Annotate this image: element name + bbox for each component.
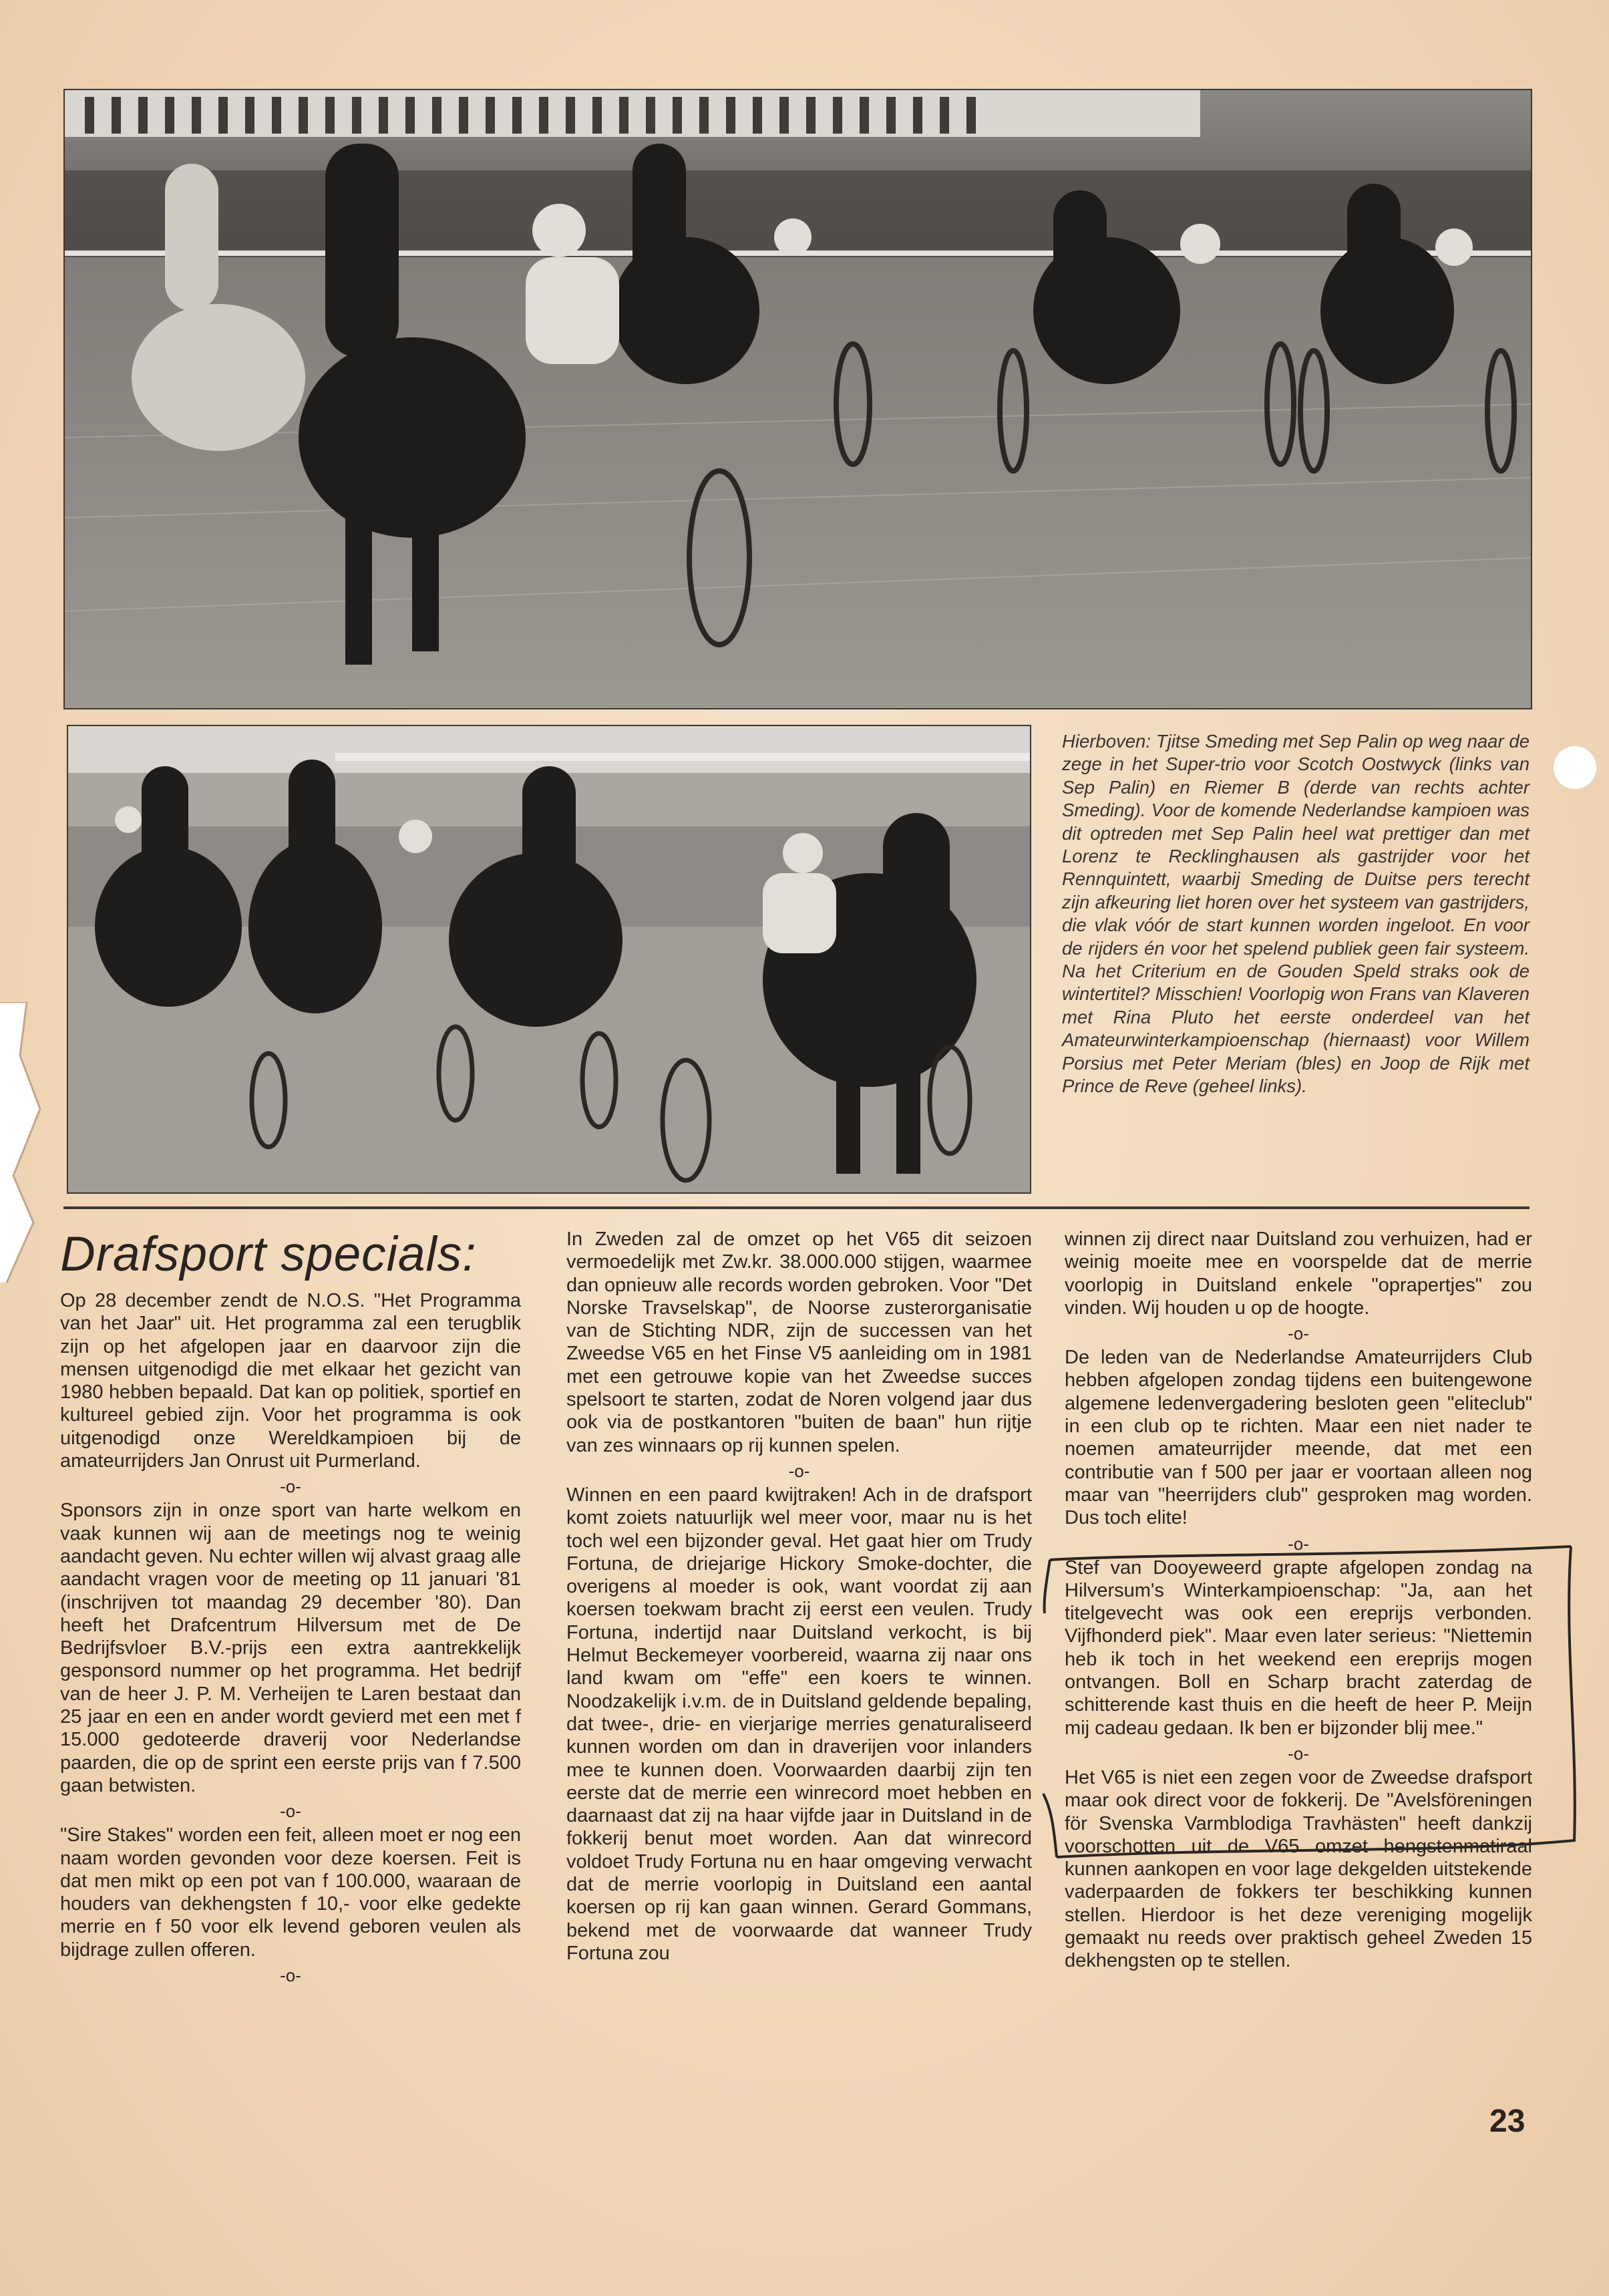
paragraph: "Sire Stakes" worden een feit, alleen moet er nog een naam worden gevonden voor deze koersen. Feit is dat men mikt op een pot van f 100.000, waaraan de houders van dekhengsten f 10,- voor elke gedekte merrie en f 50 voor elk levend geboren veulen als bijdrage zullen offeren. — [60, 1824, 521, 1961]
punch-hole — [1554, 746, 1596, 789]
column-1 — [60, 1228, 521, 1988]
paragraph: Stef van Dooyeweerd grapte afgelopen zondag na Hilversum's Winterkampioenschap: "Ja, aan het titelgevecht was ook een ereprijs verbonden. Vijfhonderd piek". Maar even later serieus: "Niettemin heb ik toch in het weekend een ereprijs mogen ontvangen. Boll en Scharp bracht zaterdag de schitterende kast thuis en die heeft de heer P. Meijn mij cadeau gedaan. Ik ben er bijzonder blij mee." — [1065, 1556, 1532, 1739]
paragraph: Op 28 december zendt de N.O.S. "Het Programma van het Jaar" uit. Het programma zal een terugblik zijn op het afgelopen jaar en daarvoor zijn die mensen uitgenodigd die met elkaar het gezicht van 1980 hebben bepaald. Dat kan op politiek, sportief en kultureel gebied zijn. Voor het programma is ook uitgenodigd onze Wereldkampioen bij de amateurrijders Jan Onrust uit Purmerland. — [60, 1290, 521, 1472]
page-number: 23 — [1489, 2104, 1526, 2139]
separator: -o- — [280, 1801, 301, 1822]
photo-caption: Hierboven: Tjitse Smeding met Sep Palin op weg naar de zege in het Super-trio voor Scotch Oostwyck (links van Sep Palin) en Riemer B (derde van rechts achter Smeding). Voor de komende Nederlandse kampioen was dit optreden met Sep Palin heel wat prettiger dan met Lorenz te Recklinghausen als gastrijder voor het Rennquintett, waarbij Smeding de Duitse pers terecht zijn afkeuring liet horen over het systeem van gastrijders, die vlak vóór de start kunnen worden ingeloot. En voor de rijders én voor het spelend publiek geen fair systeem. Na het Criterium en de Gouden Speld straks ook de wintertitel? Misschien! Voorlopig won Frans van Klaveren met Rina Pluto het eerste onderdeel van het Amateurwinterkampioenschap (hiernaast) voor Willem Porsius met Peter Meriam (bles) en Joop de Rijk met Prince de Reve (geheel links). — [1062, 731, 1530, 1097]
harness-race-photo-middle — [67, 725, 1031, 1194]
separator: -o- — [280, 1965, 301, 1986]
separator: -o- — [1288, 1323, 1309, 1344]
separator: -o- — [1288, 1533, 1309, 1554]
separator: -o- — [280, 1476, 301, 1497]
paragraph: winnen zij direct naar Duitsland zou verhuizen, had er weinig moeite mee en voorspelde dat de merrie voorlopig in Duitsland enkele "oprapertjes" zou vinden. Wij houden u op de hoogte. — [1065, 1228, 1532, 1319]
paragraph: Sponsors zijn in onze sport van harte welkom en vaak kunnen wij aan de meetings nog te weinig aandacht geven. Nu echter willen wij alvast graag alle aandacht vragen voor de meeting op 11 januari '81 (inschrijven tot maandag 29 december '80). Dan heeft het Drafcentrum Hilversum met de De Bedrijfsvloer B.V.-prijs een extra aantrekkelijk gesponsord nummer op het programma. Het bedrijf van de heer J. P. M. Verheijen te Laren bestaat dan 25 jaar en een en ander wordt gevierd met een met f 15.000 gedoteerde draverij voor Nederlandse paarden, die op de sprint een eerste prijs van f 7.500 gaan betwisten. — [60, 1500, 521, 1796]
section-rule — [63, 1206, 1530, 1209]
separator: -o- — [788, 1460, 810, 1481]
paragraph: Winnen en een paard kwijtraken! Ach in de drafsport komt zoiets natuurlijk wel meer voor, maar nu is het toch wel een bijzonder geval. Het gaat hier om Trudy Fortuna, de driejarige Hickory Smoke-dochter, die overigens al moeder is ook, want voordat zij aan koersen toekwam bracht zij eerst een veulen. Trudy Fortuna, indertijd naar Duitsland verkocht, is bij Helmut Beckemeyer voorbereid, waarna zij naar ons land kwam om "effe" een koers te winnen. Noodzakelijk i.v.m. de in Duitsland geldende bepaling, dat twee-, drie- en vierjarige merries genaturaliseerd kunnen worden om dan in draverijen voor inlanders mee te kunnen doen. Voorwaarden daarbij zijn ten eerste dat de merrie een winrecord moet hebben en daarnaast dat zij na haar vijfde jaar in Duitsland in de fokkerij benut moet worden. Aan dat winrecord voldoet Trudy Fortuna nu en haar omgeving verwacht dat de merrie voorlopig in Duitsland een aantal koersen op rij kan gaan winnen. Gerard Gommans, bekend met de voorwaarde dat wanneer Trudy Fortuna zou — [566, 1484, 1032, 1964]
column-2 — [566, 1228, 1032, 1970]
paragraph: Het V65 is niet een zegen voor de Zweedse drafsport maar ook direct voor de fokkerij. De "Avelsföreningen för Svenska Varmblodiga Travhästen" heeft dankzij voorschotten uit de V65 omzet hengstenmatiraal kunnen aankopen en voor lage dekgelden uitstekende vaderpaarden de fokkers ter beschikking kunnen stellen. Hierdoor is het deze vereniging mogelijk gemaakt nu reeds over praktisch geheel Zweden 15 dekhengsten op te stellen. — [1065, 1766, 1532, 1972]
paragraph: In Zweden zal de omzet op het V65 dit seizoen vermoedelijk met Zw.kr. 38.000.000 stijgen, waarmee dan opnieuw alle records worden gebroken. Voor "Det Norske Travselskap", de Noorse zusterorganisatie van de Stichting NDR, zijn de successen van het Zweedse V65 en het Finse V5 aanleiding om in 1981 met een getrouwe kopie van het Zweedse succes spelsoort te starten, zodat de Noren volgend jaar dus ook via de postkantoren "buiten de baan" hun rijtje van zes winnaars op rij kunnen spelen. — [566, 1228, 1032, 1456]
torn-paper-edge — [0, 1002, 73, 1937]
column-3 — [1065, 1228, 1532, 1978]
paragraph: De leden van de Nederlandse Amateurrijders Club hebben afgelopen zondag tijdens een buitengewone algemene ledenvergadering besloten geen "eliteclub" in een club op te richten. Maar een niet nader te noemen amateurrijder meende, dat met een contributie van f 500 per jaar er voortaan alleen nog maar van "heerrijders club" gesproken mag worden. Dus toch elite! — [1065, 1347, 1532, 1529]
harness-race-photo-top — [63, 89, 1532, 709]
headline: Drafsport specials: — [60, 1227, 477, 1281]
separator: -o- — [1288, 1743, 1309, 1764]
